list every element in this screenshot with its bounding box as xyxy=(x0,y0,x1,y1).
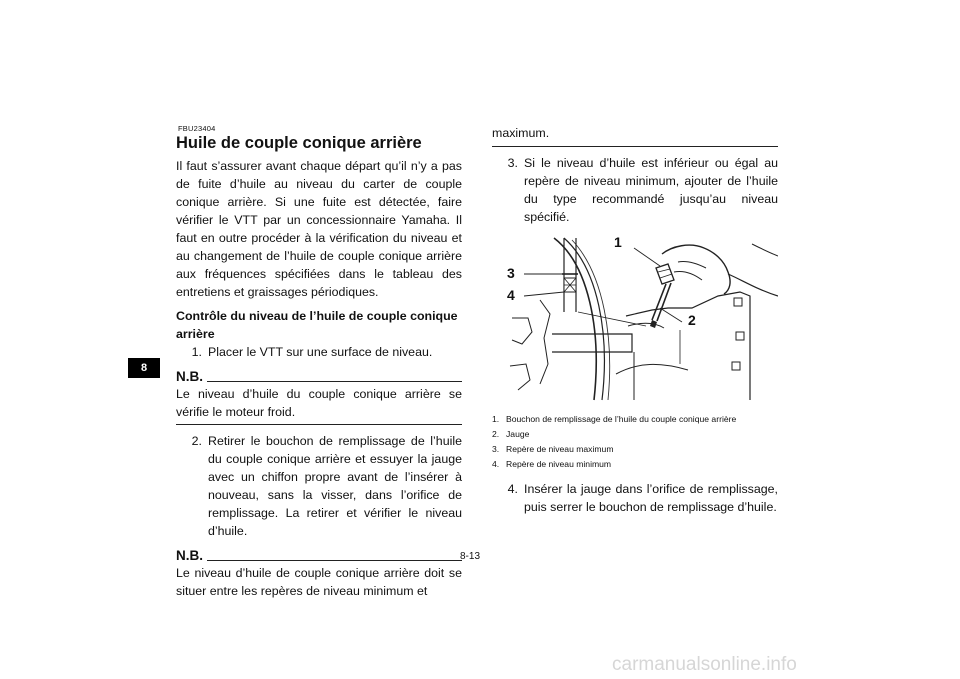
step-text: Retirer le bouchon de remplissage de l’huile du couple conique arrière et essuyer la jauge avec un chiffon propre avant de l’insérer à nouveau, sans la visser, dans l’orifice de remplissage. La retirer et vérifier le niveau d’huile. xyxy=(208,434,462,538)
note-rule xyxy=(207,560,462,561)
step-number: 3. xyxy=(507,156,518,170)
step-1 xyxy=(176,343,462,361)
note-label: N.B. xyxy=(176,548,203,563)
chapter-tab: 8 xyxy=(128,358,160,378)
step-3 xyxy=(492,154,778,226)
step-number: 2. xyxy=(191,434,202,448)
step-number: 1. xyxy=(191,345,202,359)
legend-item: 3. Repère de niveau maximum xyxy=(492,444,614,454)
step-text: Insérer la jauge dans l’orifice de remplissage, puis serrer le bouchon de remplissage d’huile. xyxy=(524,482,778,514)
callout-1: 1 xyxy=(614,234,622,250)
step-2 xyxy=(176,432,462,540)
note-rule xyxy=(207,381,462,382)
note-text: Le niveau d’huile du couple conique arrière se vérifie le moteur froid. xyxy=(176,385,462,425)
legend-item: 4. Repère de niveau minimum xyxy=(492,459,612,469)
step-number: 4. xyxy=(507,482,518,496)
illustration-drawing xyxy=(492,234,778,402)
step-text: Si le niveau d’huile est inférieur ou égal au repère de niveau minimum, ajouter de l’huile du type recommandé jusqu’au niveau spécifié. xyxy=(524,156,778,224)
note-label: N.B. xyxy=(176,369,203,384)
note-block-2 xyxy=(176,548,462,603)
callout-4: 4 xyxy=(507,287,515,303)
page-number: 8-13 xyxy=(460,551,481,562)
intro-paragraph: Il faut s’assurer avant chaque départ qu’il n’y a pas de fuite d’huile au niveau du carter de couple conique arrière. Si une fuite est détectée, faire vérifier le VTT par un concessionnaire Yamaha. Il faut en outre procéder à la vérification du niveau et au changement de l’huile de couple conique arrière aux fréquences spécifiées dans le tableau des entretiens et graissages périodiques. xyxy=(176,159,462,299)
legend-item: 2. Jauge xyxy=(492,429,530,439)
callout-3: 3 xyxy=(507,265,515,281)
left-column xyxy=(176,124,462,610)
figure-legend xyxy=(492,414,778,470)
step-4 xyxy=(492,480,778,516)
note-text: Le niveau d’huile de couple conique arrière doit se situer entre les repères de niveau minimum et xyxy=(176,566,462,598)
section-title: Huile de couple conique arrière xyxy=(176,134,422,152)
subheading: Contrôle du niveau de l’huile de couple conique arrière xyxy=(176,309,458,341)
right-column xyxy=(492,124,778,516)
note-block-1 xyxy=(176,369,462,425)
legend-item: 1. Bouchon de remplissage de l’huile du couple conique arrière xyxy=(492,414,737,424)
step-text: Placer le VTT sur une surface de niveau. xyxy=(208,345,433,359)
note-continuation: maximum. xyxy=(492,124,778,147)
watermark: carmanualsonline.info xyxy=(612,654,797,675)
callout-2: 2 xyxy=(688,312,696,328)
section-code: FBU23404 xyxy=(178,124,216,133)
dipstick-illustration xyxy=(492,234,778,402)
